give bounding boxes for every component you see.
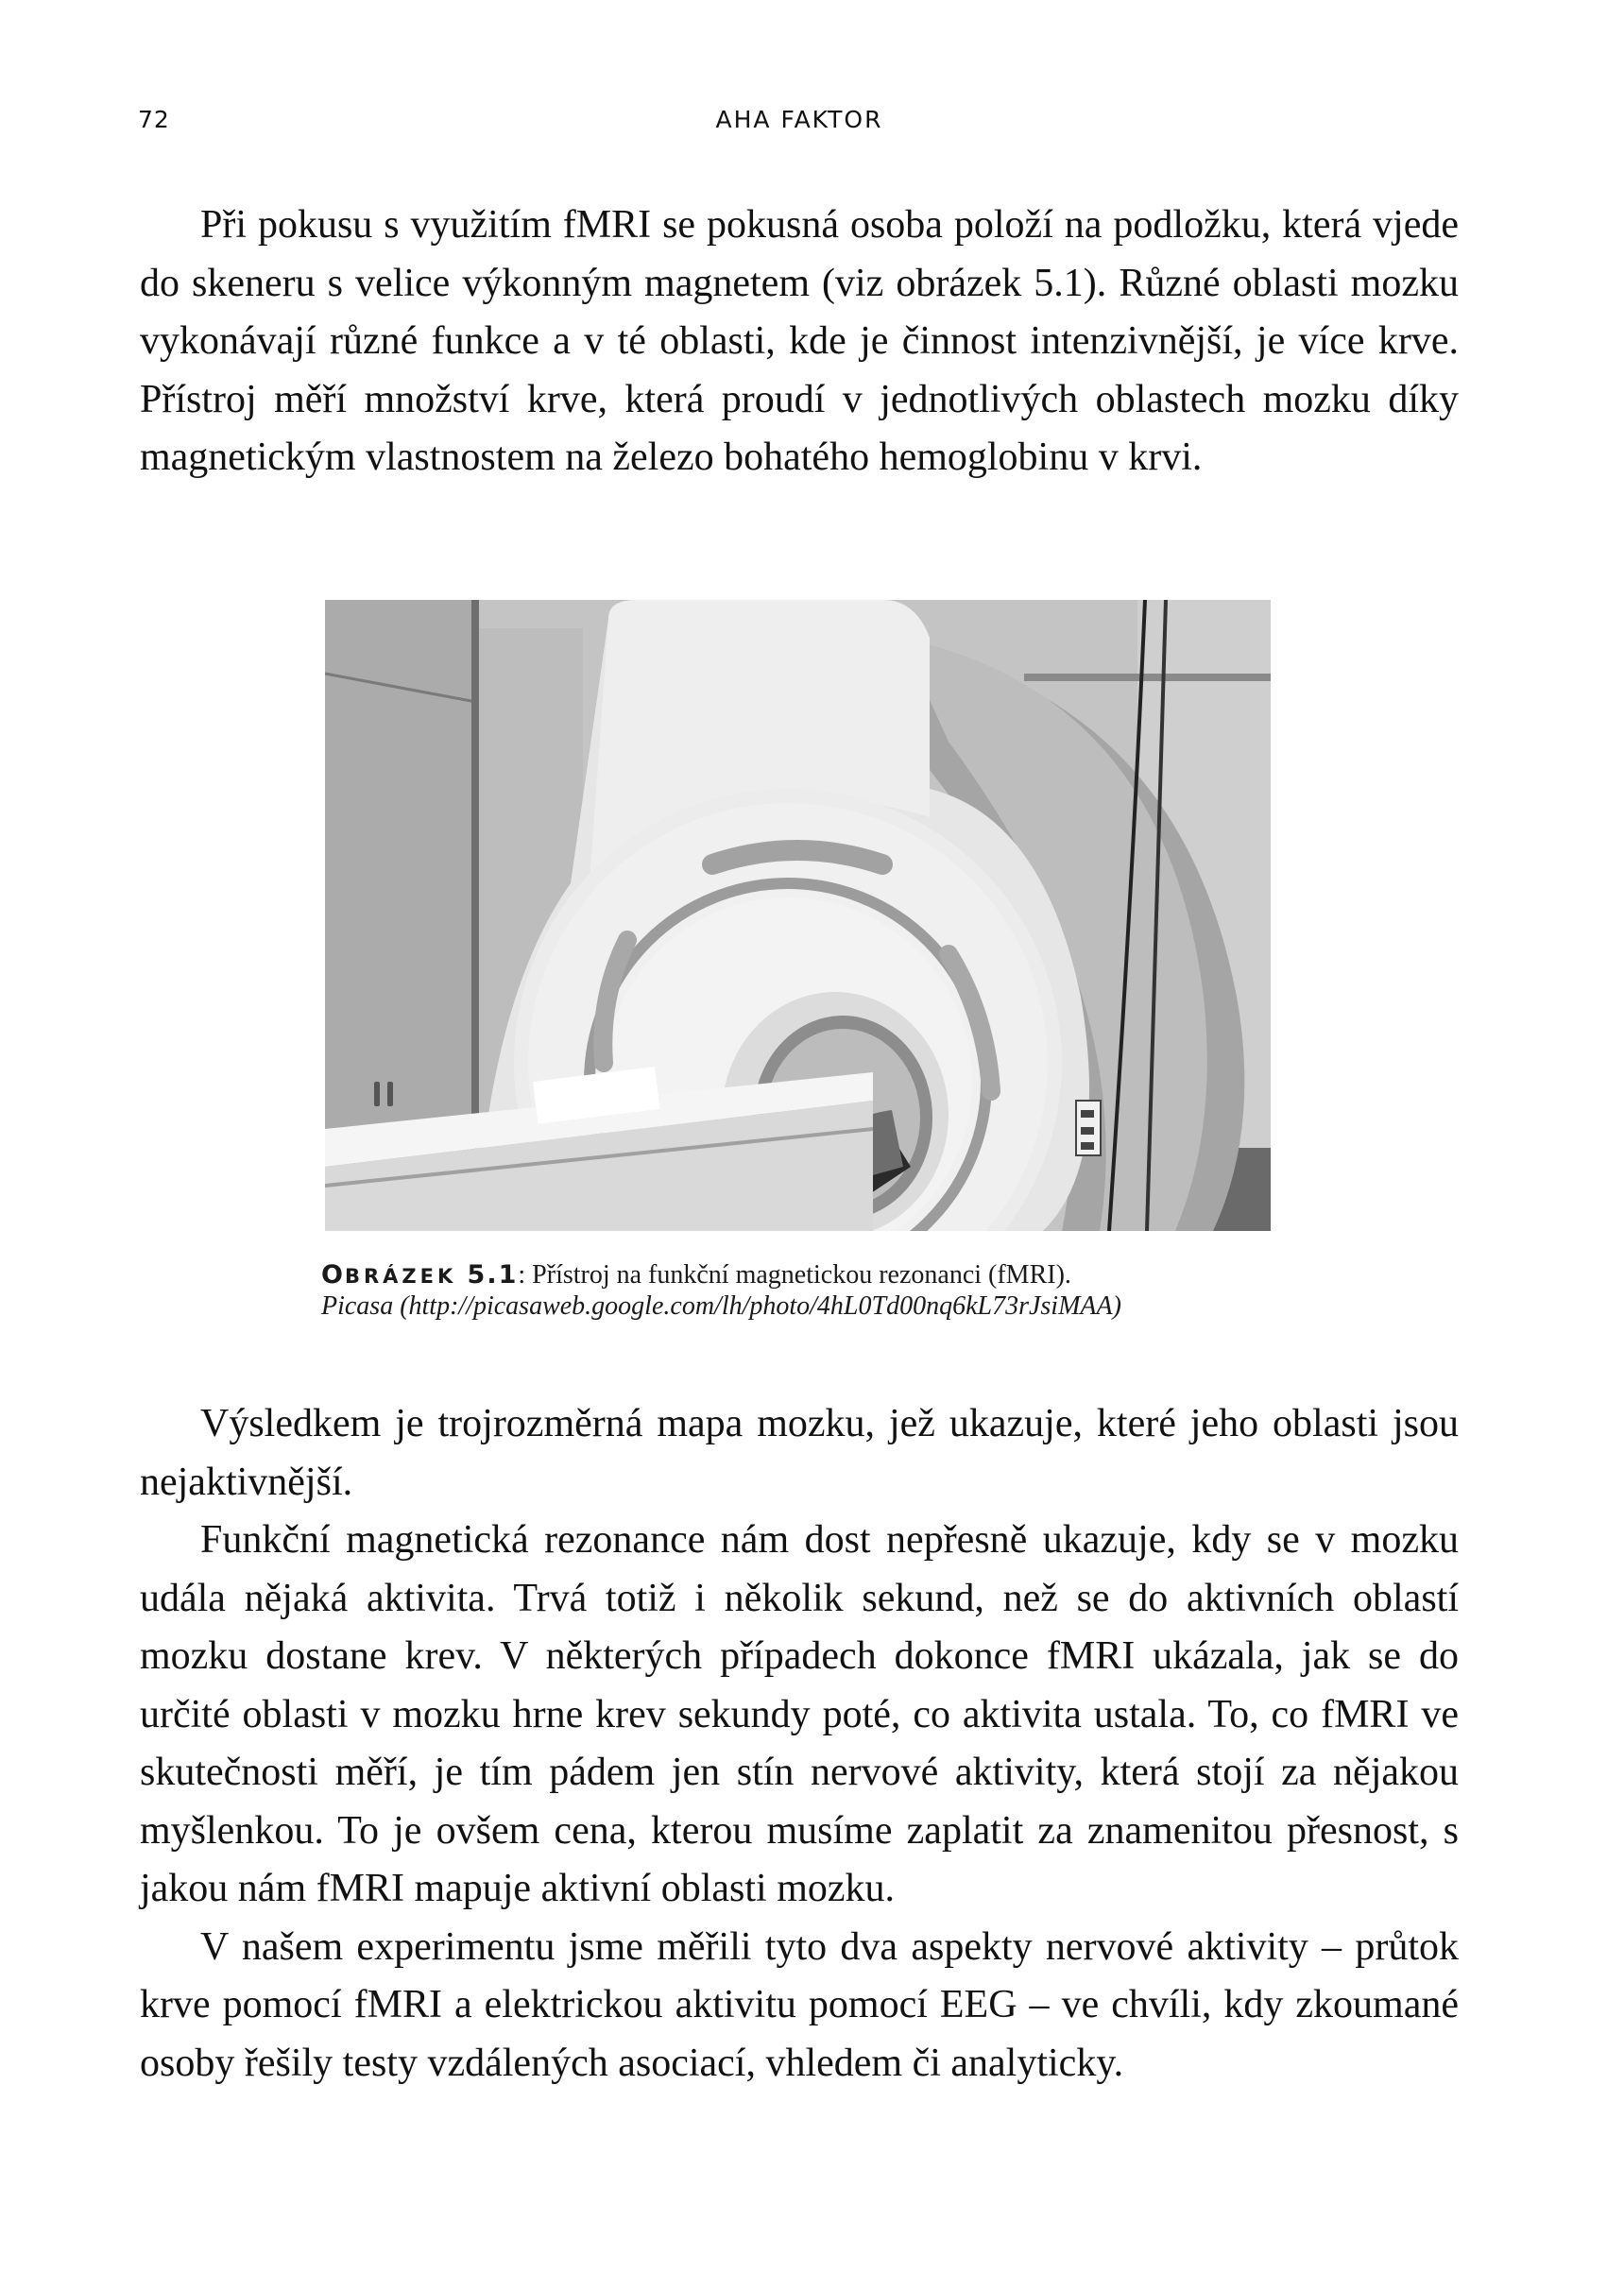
caption-label: OBRÁZEK 5.1: [321, 1260, 519, 1290]
body-text-bottom: [140, 1395, 1459, 2093]
page-number: 72: [138, 106, 170, 133]
paragraph: Výsledkem je trojrozměrná mapa mozku, jež ukazuje, které jeho oblasti jsou nejaktivnější.: [140, 1402, 1459, 1504]
paragraph: Při pokusu s využitím fMRI se pokusná osoba položí na podložku, která vjede do skeneru s velice výkonným magnetem (viz obrázek 5.1). Různé oblasti mozku vykonávají různé funkce a v té oblasti, kde je činnost intenzivnější, je více krve. Přístroj měří množství krve, která proudí v jednotlivých oblastech mozku díky magnetickým vlastnostem na železo bohatého hemoglobinu v krvi.: [140, 203, 1459, 479]
paragraph: V našem experimentu jsme měřili tyto dva aspekty nervové aktivity – průtok krve pomocí fMRI a elektrickou aktivitu pomocí EEG – ve chvíli, kdy zkoumané osoby řešily testy vzdálených asociací, vhledem či analyticky.: [140, 1924, 1459, 2085]
body-text-top: [140, 197, 1459, 487]
figure-5-1: [325, 600, 1271, 1231]
mri-scanner-photo: [325, 600, 1271, 1231]
paragraph: Funkční magnetická rezonance nám dost nepřesně ukazuje, kdy se v mozku udála nějaká aktivita. Trvá totiž i několik sekund, než se do aktivních oblastí mozku dostane krev. V některých případech dokonce fMRI ukázala, jak se do určité oblasti v mozku hrne krev sekundy poté, co aktivita ustala. To, co fMRI ve skutečnosti měří, je tím pádem jen stín nervové aktivity, která stojí za nějakou myšlenkou. To je ovšem cena, kterou musíme zaplatit za znamenitou přesnost, s jakou nám fMRI mapuje aktivní oblasti mozku.: [140, 1518, 1459, 1910]
caption-text: : Přístroj na funkční magnetickou rezonanci (fMRI).: [518, 1260, 1071, 1290]
caption-number: 5.1: [467, 1260, 519, 1290]
figure-caption: [321, 1260, 1360, 1321]
mri-photo-illustration: [325, 600, 1271, 1231]
running-header: [138, 106, 1461, 144]
caption-source: Picasa (http://picasaweb.google.com/lh/photo/4hL0Td00nq6kL73rJsiMAA): [321, 1291, 1121, 1321]
book-title: AHA FAKTOR: [715, 106, 883, 133]
